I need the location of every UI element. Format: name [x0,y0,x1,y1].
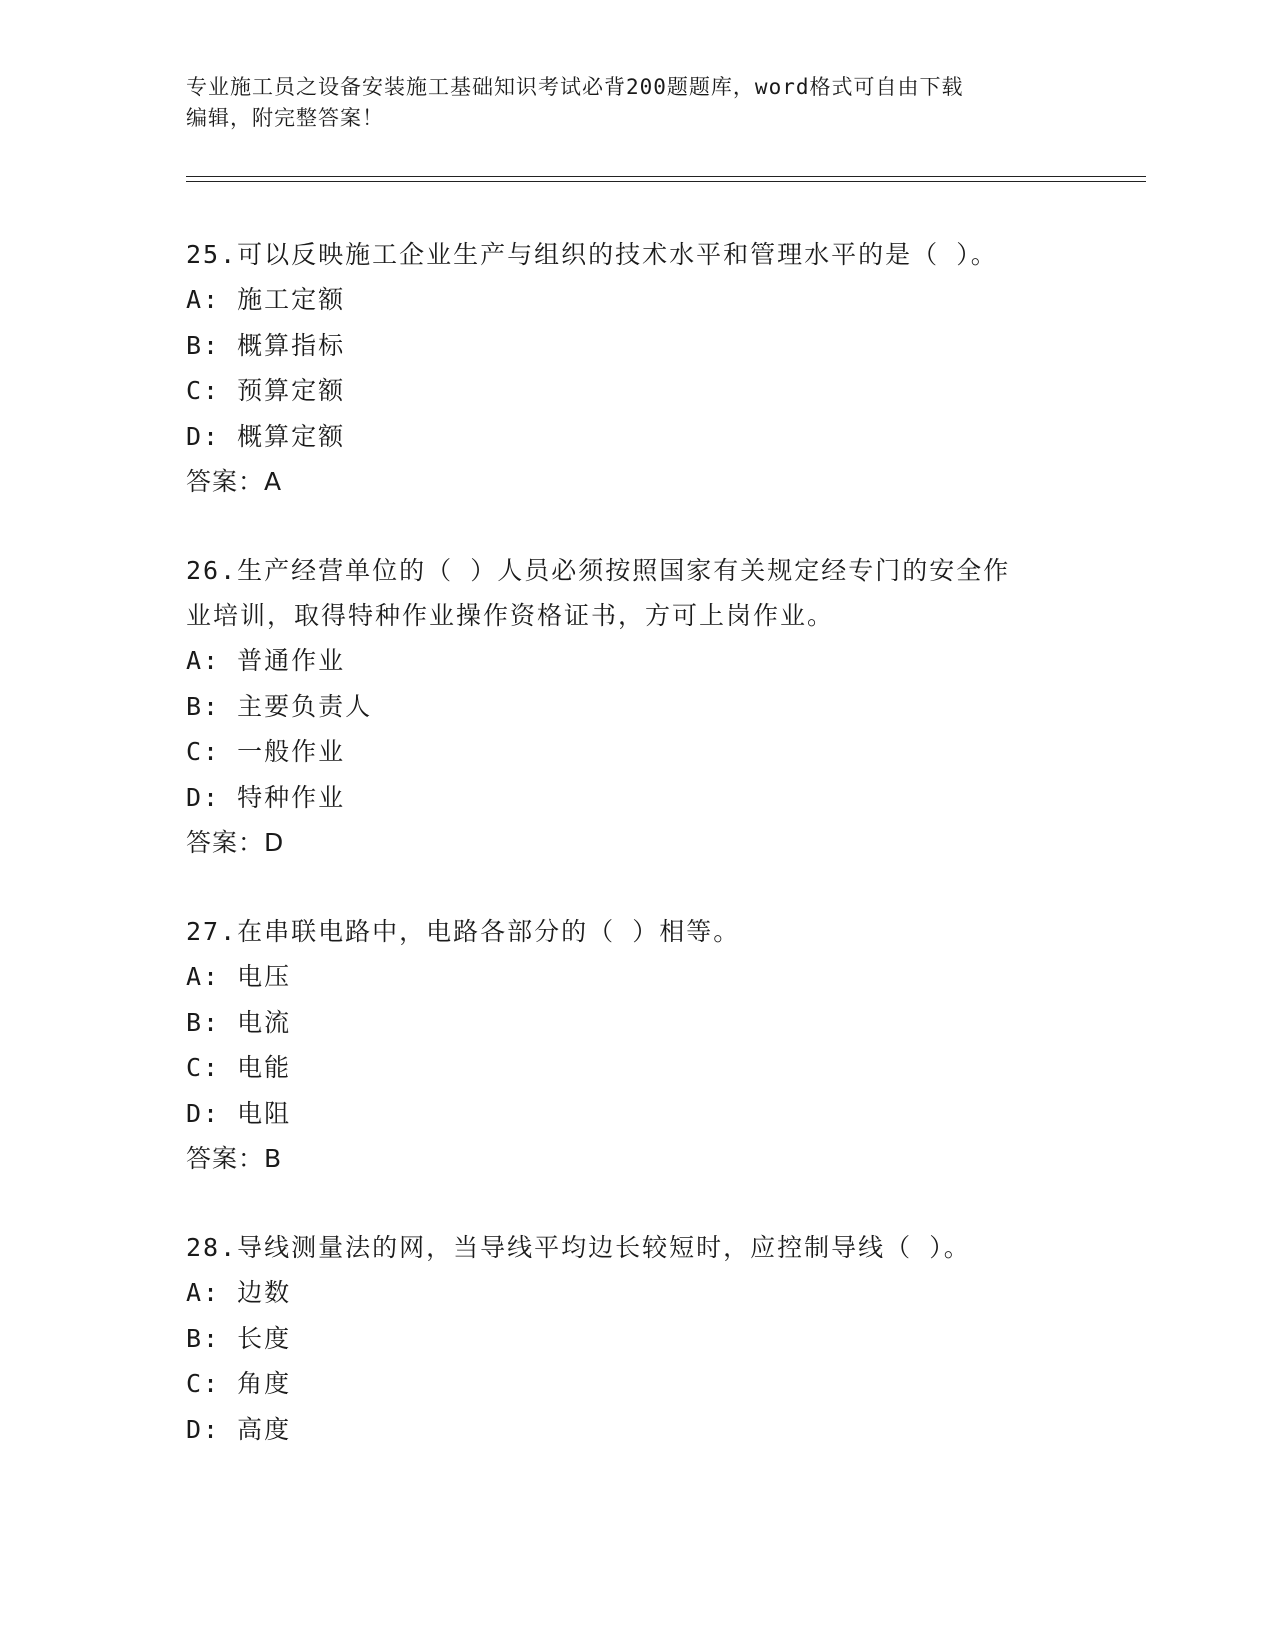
option-d: D: 概算定额 [186,421,346,451]
option-d: D: 高度 [186,1414,292,1444]
answer: 答案：D [186,828,285,857]
option-b: B: 主要负责人 [186,691,373,721]
option-a: A: 施工定额 [186,285,346,314]
option-c: C: 电能 [186,1053,292,1082]
option-d: D: 电阻 [186,1098,292,1128]
header-line-1: 专业施工员之设备安装施工基础知识考试必背200题题库，word格式可自由下载 [186,75,964,99]
question-text: 28.导线测量法的网，当导线平均边长较短时，应控制导线（ ）。 [186,1233,971,1262]
question-list [186,232,1086,1495]
question-25 [186,232,1086,505]
option-a: A: 普通作业 [186,646,346,675]
answer: 答案：B [186,1144,283,1173]
option-c: C: 一般作业 [186,737,346,766]
option-b: B: 电流 [186,1007,292,1037]
question-text: 25.可以反映施工企业生产与组织的技术水平和管理水平的是（ ）。 [186,240,998,269]
question-28 [186,1225,1086,1452]
header-divider-bottom [186,181,1146,182]
option-b: B: 长度 [186,1323,292,1353]
answer: 答案：A [186,467,283,496]
option-a: A: 边数 [186,1278,292,1307]
option-b: B: 概算指标 [186,330,346,360]
question-26 [186,548,1086,866]
option-a: A: 电压 [186,962,292,991]
question-text-continued: 业培训，取得特种作业操作资格证书，方可上岗作业。 [186,601,835,630]
question-text: 26.生产经营单位的（ ）人员必须按照国家有关规定经专门的安全作 [186,556,1011,585]
header-line-2: 编辑，附完整答案！ [186,106,384,130]
option-c: C: 预算定额 [186,376,346,405]
option-c: C: 角度 [186,1369,292,1398]
question-27 [186,909,1086,1182]
header-divider-top [186,176,1146,177]
question-text: 27.在串联电路中，电路各部分的（ ）相等。 [186,917,741,946]
option-d: D: 特种作业 [186,782,346,812]
document-header [186,72,1086,134]
